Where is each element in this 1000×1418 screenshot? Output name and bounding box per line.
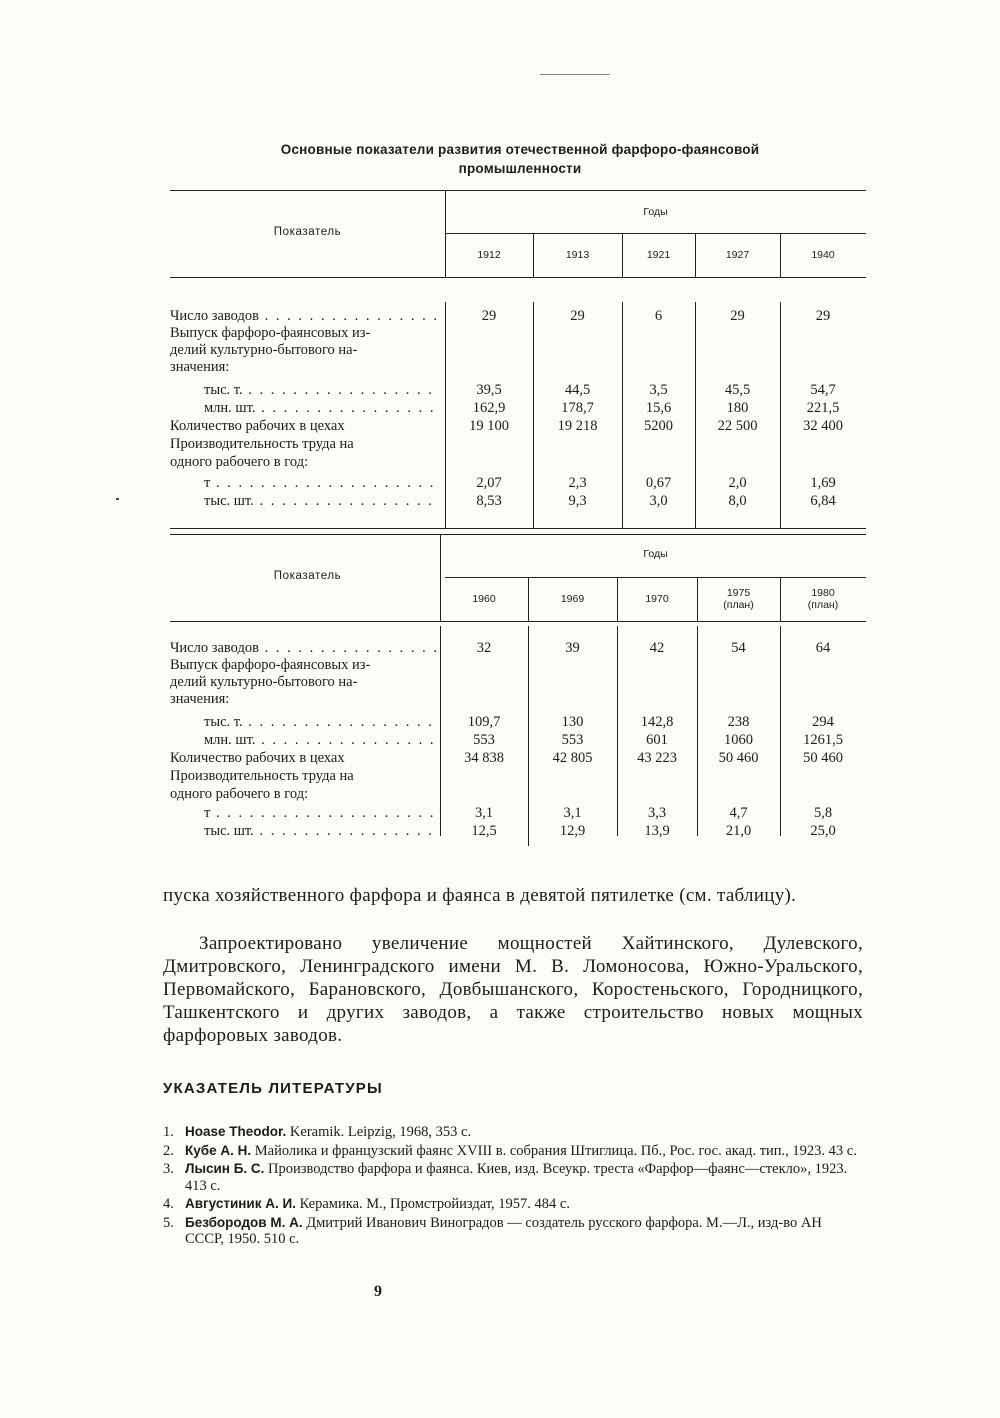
reference-number: 3.: [163, 1161, 174, 1177]
table-cell: 3,5: [649, 382, 668, 398]
table-cell: 25,0: [810, 823, 836, 839]
print-speck: [116, 498, 119, 500]
table-cell: 22 500: [717, 418, 758, 434]
table-cell: 32 400: [803, 418, 843, 434]
table-cell: 162,9: [472, 400, 506, 416]
table-cell: 178,7: [561, 400, 594, 416]
table-cell: 32: [476, 640, 492, 656]
year-header: 1960: [472, 593, 496, 605]
table-cell: 6: [654, 308, 663, 324]
table-cell: 50 460: [718, 750, 759, 766]
table-cell: 5,8: [813, 805, 833, 821]
column-header-indicator: Показатель: [273, 570, 342, 582]
table-cell: 221,5: [806, 400, 840, 416]
year-header: 1921: [646, 249, 671, 261]
reference-author: Кубе А. Н.: [185, 1142, 252, 1158]
table-cell: 42: [649, 640, 665, 656]
reference-author: Лысин Б. С.: [185, 1161, 265, 1176]
table-cell: 3,1: [474, 805, 494, 821]
column-header-years: Годы: [643, 548, 668, 560]
reference-text: Керамика. М., Промстройиздат, 1957. 484 с.: [299, 1196, 570, 1212]
table-cell: 9,3: [568, 493, 587, 509]
reference-text: Производство фарфора и фаянса. Киев, изд. Всеукр. треста «Фарфор—фаянс—стекло», 1923. 413 с.: [185, 1161, 848, 1194]
year-header: 1940: [811, 249, 835, 261]
table-cell: 13,9: [644, 823, 670, 839]
year-header: 1913: [565, 249, 590, 261]
column-header-years: Годы: [643, 206, 668, 218]
table-block-1: [170, 190, 866, 530]
table-cell: 3,1: [563, 805, 582, 821]
decorative-rule: [540, 74, 610, 75]
row-label-productivity: Производительность труда на: [170, 436, 354, 452]
table-cell: 601: [646, 732, 668, 748]
table-cell: 2,0: [728, 475, 747, 491]
row-label-tons: тыс. т. . . .: [204, 714, 438, 730]
reference-item: [163, 1124, 863, 1141]
table-cell: 4,7: [729, 805, 748, 821]
table-cell: 21,0: [725, 823, 752, 839]
reference-author: Августиник А. И.: [185, 1196, 296, 1211]
row-label-productivity: Производительность труда на: [170, 768, 354, 784]
table-cell: 43 223: [637, 750, 677, 766]
table-cell: 29: [570, 308, 585, 324]
reference-number: 5.: [163, 1214, 174, 1231]
row-label-tonnes: т . . .: [204, 805, 438, 821]
references-heading: УКАЗАТЕЛЬ ЛИТЕРАТУРЫ: [163, 1080, 383, 1097]
row-label-output: Выпуск фарфоро-фаянсовых из-: [170, 325, 371, 341]
row-label-productivity: одного рабочего в год:: [170, 786, 309, 802]
table-cell: 553: [473, 732, 495, 748]
table-cell: 19 218: [557, 418, 598, 434]
row-label-workers: Количество рабочих в цехах: [170, 750, 345, 766]
row-label-output: значения:: [170, 359, 230, 375]
table-cell: 39,5: [476, 382, 502, 398]
table-cell: 3,3: [647, 805, 667, 821]
table-cell: 64: [815, 640, 831, 656]
table-cell: 1261,5: [803, 732, 843, 748]
reference-item: [163, 1215, 863, 1248]
table-cell: 29: [815, 308, 831, 324]
table-cell: 130: [561, 714, 584, 730]
row-label-output: делий культурно-бытового на-: [170, 342, 358, 358]
table-cell: 12,9: [559, 823, 586, 839]
table-cell: 6,84: [810, 493, 836, 509]
table-block-2: [170, 534, 866, 854]
row-label-workers: Количество рабочих в цехах: [170, 418, 345, 434]
table-cell: 15,6: [645, 400, 672, 416]
table-title-line-2: промышленности: [458, 161, 582, 176]
table-cell: 34 838: [464, 750, 504, 766]
year-header: 1975 (план): [723, 587, 754, 611]
table-title-line-1: Основные показатели развития отечественной фарфоро-фаянсовой: [280, 142, 760, 157]
reference-text: Дмитрий Иванович Виноградов — создатель русского фарфора. М.—Л., изд-во АН СССР, 1950. 510 с.: [185, 1214, 822, 1247]
row-label-plants: Число заводов . . .: [170, 308, 438, 324]
table-cell: 29: [481, 308, 497, 324]
table-cell: 19 100: [469, 418, 509, 434]
table-cell: 180: [726, 400, 749, 416]
table-cell: 5200: [644, 418, 673, 434]
reference-number: 2.: [163, 1142, 174, 1159]
reference-number: 1.: [163, 1124, 174, 1140]
reference-number: 4.: [163, 1196, 174, 1212]
table-cell: 8,53: [476, 493, 502, 509]
body-paragraph-2: Запроектировано увеличение мощностей Хайтинского, Дулевского, Дмитровского, Ленинградского имени М. В. Ломоносова, Южно-Уральского, Первомайского, Барановского, Довбышанского, Коростеньского, Городницкого, Ташкентского и других заводов, а также строительство новых мощных фарфоровых заводов.: [163, 933, 863, 1046]
row-label-tons: тыс. т. . . .: [204, 382, 438, 398]
reference-text: Keramik. Leipzig, 1968, 353 с.: [289, 1124, 472, 1140]
table-cell: 2,07: [476, 475, 502, 491]
reference-author: Безбородов М. А.: [185, 1214, 303, 1230]
reference-text: Майолика и французский фаянс XVIII в. собрания Штиглица. Пб., Рос. гос. акад. тип., 1923. 43 с.: [254, 1142, 857, 1159]
table-cell: 238: [727, 714, 750, 730]
table-title: [170, 140, 870, 178]
year-header: 1969: [560, 593, 585, 605]
table-cell: 45,5: [724, 382, 751, 398]
table-cell: 39: [565, 640, 580, 656]
table-cell: 50 460: [803, 750, 843, 766]
table-cell: 109,7: [467, 714, 501, 730]
references-list: [163, 1124, 863, 1250]
table-cell: 44,5: [564, 382, 591, 398]
reference-item: [163, 1196, 863, 1213]
table-cell: 42 805: [552, 750, 593, 766]
column-header-indicator: Показатель: [273, 226, 342, 238]
table-cell: 54: [731, 640, 746, 656]
reference-item: [163, 1161, 863, 1194]
row-label-tonnes: т . . .: [204, 475, 438, 491]
row-label-output: значения:: [170, 691, 230, 707]
table-cell: 54,7: [810, 382, 836, 398]
body-paragraph-1: пуска хозяйственного фарфора и фаянса в девятой пятилетке (см. таблицу).: [163, 885, 797, 906]
page-number: 9: [374, 1283, 382, 1300]
table-cell: 3,0: [649, 493, 668, 509]
table-cell: 12,5: [471, 823, 497, 839]
reference-item: [163, 1143, 863, 1160]
row-label-mln-pcs: млн. шт. . . .: [204, 400, 438, 416]
year-header: 1912: [477, 249, 501, 261]
table-cell: 1060: [724, 732, 753, 748]
table-cell: 294: [812, 714, 834, 730]
table-cell: 1,69: [810, 475, 836, 491]
year-header: 1970: [645, 593, 669, 605]
row-label-plants: Число заводов . . .: [170, 640, 438, 656]
table-cell: 29: [730, 308, 745, 324]
table-cell: 142,8: [640, 714, 674, 730]
row-label-thous-pcs: тыс. шт. . . .: [204, 493, 438, 509]
row-label-thous-pcs: тыс. шт. . . .: [204, 823, 438, 839]
table-cell: 2,3: [568, 475, 587, 491]
table-cell: 553: [561, 732, 584, 748]
table-cell: 0,67: [645, 475, 672, 491]
table-cell: 8,0: [728, 493, 747, 509]
row-label-productivity: одного рабочего в год:: [170, 454, 309, 470]
year-header: 1980 (план): [807, 587, 839, 611]
year-header: 1927: [725, 249, 750, 261]
reference-author: Hoase Theodor.: [185, 1124, 287, 1139]
row-label-output: Выпуск фарфоро-фаянсовых из-: [170, 657, 371, 673]
row-label-output: делий культурно-бытового на-: [170, 674, 358, 690]
row-label-mln-pcs: млн. шт. . . .: [204, 732, 438, 748]
